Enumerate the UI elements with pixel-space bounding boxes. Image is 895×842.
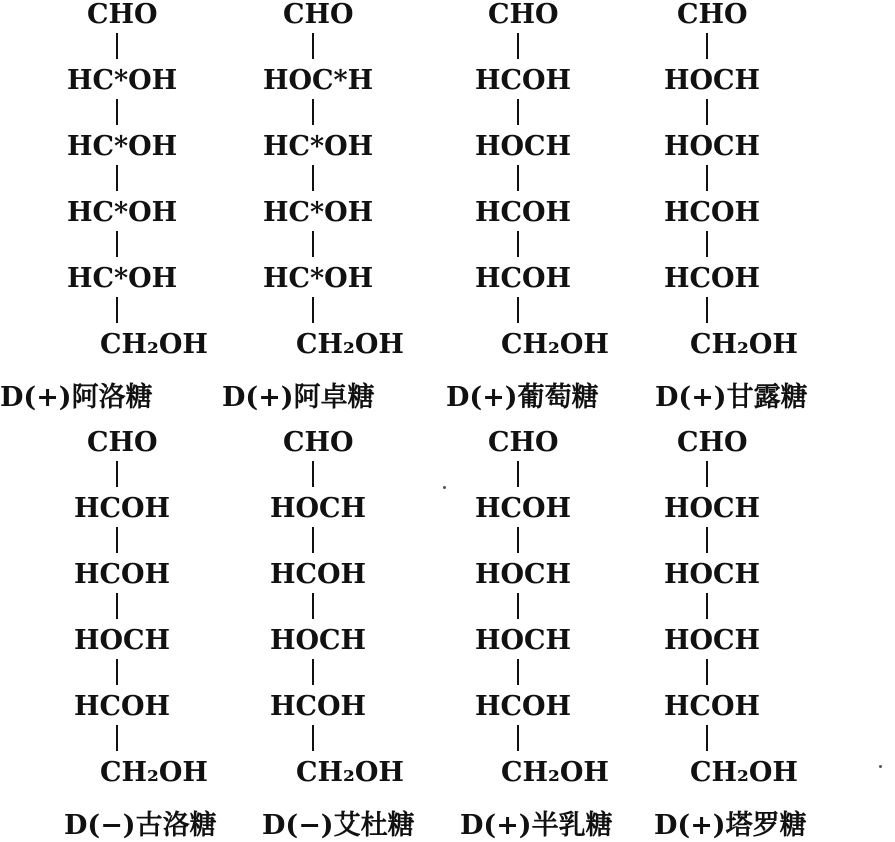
chiral-carbon-group: HC*OH xyxy=(67,65,178,96)
vertical-bond xyxy=(312,165,314,191)
vertical-bond xyxy=(706,99,708,125)
hydroxymethyl-group: CH₂OH xyxy=(296,757,404,788)
chiral-carbon-group: HC*OH xyxy=(263,131,374,162)
sugar-name: D(+)葡萄糖 xyxy=(446,382,599,413)
vertical-bond xyxy=(116,725,118,751)
chiral-carbon-group: HCOH xyxy=(664,691,761,722)
sugar-name: D(+)阿卓糖 xyxy=(222,382,375,413)
vertical-bond xyxy=(517,527,519,553)
chiral-carbon-group: HCOH xyxy=(74,493,171,524)
aldehyde-group: CHO xyxy=(87,0,158,30)
chiral-carbon-group: HCOH xyxy=(74,559,171,590)
vertical-bond xyxy=(517,461,519,487)
sugar-name: D(−)艾杜糖 xyxy=(262,810,415,841)
chiral-carbon-group: HCOH xyxy=(270,691,367,722)
vertical-bond xyxy=(517,593,519,619)
chiral-carbon-group: HCOH xyxy=(475,65,572,96)
chiral-carbon-group: HOCH xyxy=(475,625,572,656)
chiral-carbon-group: HOCH xyxy=(664,131,761,162)
vertical-bond xyxy=(312,231,314,257)
hydroxymethyl-group: CH₂OH xyxy=(501,757,609,788)
chiral-carbon-group: HC*OH xyxy=(67,197,178,228)
sugar-name: D(+)塔罗糖 xyxy=(654,810,807,841)
aldehyde-group: CHO xyxy=(283,0,354,30)
scan-speck xyxy=(443,486,446,489)
aldehyde-group: CHO xyxy=(87,427,158,458)
vertical-bond xyxy=(517,297,519,323)
chiral-carbon-group: HOCH xyxy=(270,625,367,656)
vertical-bond xyxy=(706,725,708,751)
vertical-bond xyxy=(517,165,519,191)
hydroxymethyl-group: CH₂OH xyxy=(690,329,798,360)
sugar-name: D(+)甘露糖 xyxy=(655,382,808,413)
vertical-bond xyxy=(312,593,314,619)
vertical-bond xyxy=(517,231,519,257)
vertical-bond xyxy=(116,593,118,619)
chiral-carbon-group: HOCH xyxy=(664,559,761,590)
vertical-bond xyxy=(116,165,118,191)
vertical-bond xyxy=(116,659,118,685)
chiral-carbon-group: HOCH xyxy=(74,625,171,656)
chiral-carbon-group: HCOH xyxy=(664,263,761,294)
chiral-carbon-group: HCOH xyxy=(664,197,761,228)
vertical-bond xyxy=(706,527,708,553)
chiral-carbon-group: HCOH xyxy=(74,691,171,722)
sugar-name: D(−)古洛糖 xyxy=(64,810,217,841)
chiral-carbon-group: HOC*H xyxy=(263,65,374,96)
chiral-carbon-group: HC*OH xyxy=(67,131,178,162)
aldehyde-group: CHO xyxy=(677,0,748,30)
chiral-carbon-group: HOCH xyxy=(270,493,367,524)
vertical-bond xyxy=(116,527,118,553)
chiral-carbon-group: HOCH xyxy=(664,493,761,524)
vertical-bond xyxy=(706,165,708,191)
vertical-bond xyxy=(706,461,708,487)
vertical-bond xyxy=(706,231,708,257)
vertical-bond xyxy=(116,33,118,59)
chiral-carbon-group: HOCH xyxy=(664,625,761,656)
vertical-bond xyxy=(116,99,118,125)
hydroxymethyl-group: CH₂OH xyxy=(100,757,208,788)
chiral-carbon-group: HC*OH xyxy=(67,263,178,294)
chiral-carbon-group: HCOH xyxy=(270,559,367,590)
vertical-bond xyxy=(517,33,519,59)
chiral-carbon-group: HCOH xyxy=(475,691,572,722)
vertical-bond xyxy=(116,231,118,257)
chiral-carbon-group: HCOH xyxy=(475,493,572,524)
vertical-bond xyxy=(312,725,314,751)
hydroxymethyl-group: CH₂OH xyxy=(501,329,609,360)
hydroxymethyl-group: CH₂OH xyxy=(296,329,404,360)
chiral-carbon-group: HOCH xyxy=(664,65,761,96)
vertical-bond xyxy=(116,297,118,323)
vertical-bond xyxy=(706,297,708,323)
vertical-bond xyxy=(517,725,519,751)
vertical-bond xyxy=(312,461,314,487)
vertical-bond xyxy=(517,659,519,685)
aldehyde-group: CHO xyxy=(677,427,748,458)
vertical-bond xyxy=(312,33,314,59)
vertical-bond xyxy=(517,99,519,125)
sugar-name: D(+)半乳糖 xyxy=(460,810,613,841)
vertical-bond xyxy=(312,297,314,323)
chiral-carbon-group: HC*OH xyxy=(263,197,374,228)
vertical-bond xyxy=(706,33,708,59)
hydroxymethyl-group: CH₂OH xyxy=(100,329,208,360)
sugar-name: D(+)阿洛糖 xyxy=(0,382,153,413)
aldehyde-group: CHO xyxy=(283,427,354,458)
vertical-bond xyxy=(116,461,118,487)
aldehyde-group: CHO xyxy=(488,427,559,458)
chiral-carbon-group: HOCH xyxy=(475,559,572,590)
hydroxymethyl-group: CH₂OH xyxy=(690,757,798,788)
chiral-carbon-group: HCOH xyxy=(475,263,572,294)
vertical-bond xyxy=(312,659,314,685)
chiral-carbon-group: HOCH xyxy=(475,131,572,162)
vertical-bond xyxy=(312,99,314,125)
vertical-bond xyxy=(312,527,314,553)
scan-speck xyxy=(879,765,882,768)
chiral-carbon-group: HC*OH xyxy=(263,263,374,294)
vertical-bond xyxy=(706,593,708,619)
chiral-carbon-group: HCOH xyxy=(475,197,572,228)
aldehyde-group: CHO xyxy=(488,0,559,30)
vertical-bond xyxy=(706,659,708,685)
